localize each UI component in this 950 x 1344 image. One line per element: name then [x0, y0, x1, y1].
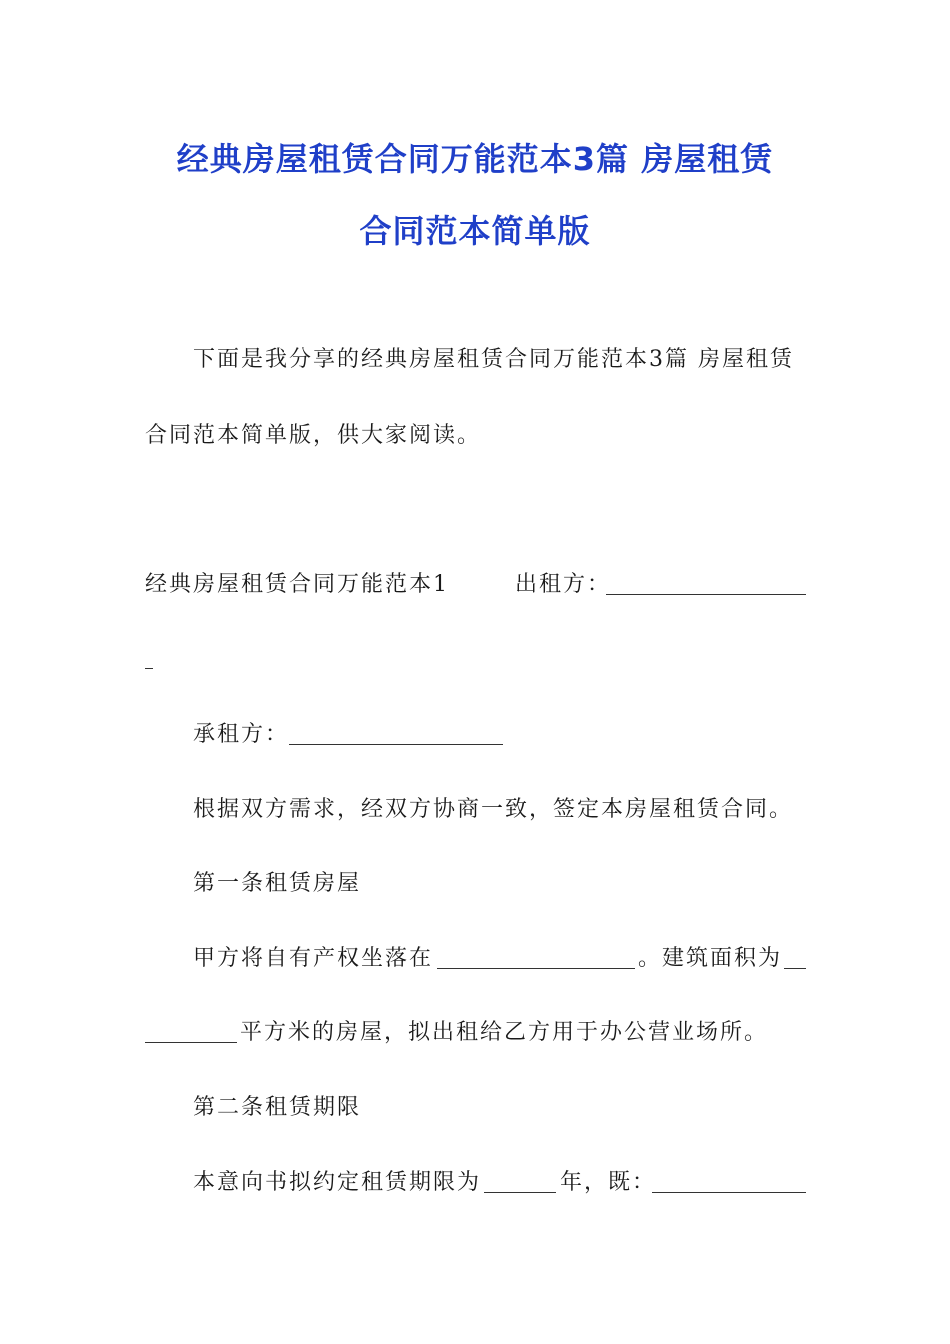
article1-title: 第一条租赁房屋: [193, 871, 362, 896]
intro-paragraph-line-2: 合同范本简单版，供大家阅读。: [145, 423, 482, 448]
intro-paragraph-line-1: 下面是我分享的经典房屋租赁合同万能范本3篇 房屋租赁: [193, 347, 794, 372]
area-blank: [784, 948, 806, 969]
article2-title: 第二条租赁期限: [193, 1095, 362, 1120]
agreement-paragraph: 根据双方需求，经双方协商一致，签定本房屋租赁合同。: [193, 797, 794, 822]
article1-text-part-c: 平方米的房屋，拟出租给乙方用于办公营业场所。: [240, 1020, 769, 1045]
article2-text-part-a: 本意向书拟约定租赁期限为: [193, 1170, 482, 1195]
lessor-blank-continuation: [145, 648, 153, 669]
section1-heading-row: [145, 570, 611, 600]
document-title-line-1: 经典房屋租赁合同万能范本3篇 房屋租赁: [176, 140, 774, 178]
article1-text-part-b: 。建筑面积为: [638, 946, 783, 971]
lease-period-blank: [652, 1172, 806, 1193]
lessor-blank: [606, 574, 806, 595]
article2-text-part-b: 年，既：: [560, 1170, 657, 1195]
article1-text-part-a: 甲方将自有产权坐落在: [193, 946, 434, 971]
area-blank-continuation: [145, 1022, 237, 1043]
tenant-blank: [289, 724, 503, 745]
tenant-label: 承租方：: [193, 722, 290, 747]
lessor-label: 出租方：: [515, 572, 612, 597]
document-title-line-2: 合同范本简单版: [359, 212, 591, 250]
section1-heading: 经典房屋租赁合同万能范本1: [145, 572, 449, 597]
location-blank: [437, 948, 635, 969]
lease-years-blank: [484, 1172, 556, 1193]
